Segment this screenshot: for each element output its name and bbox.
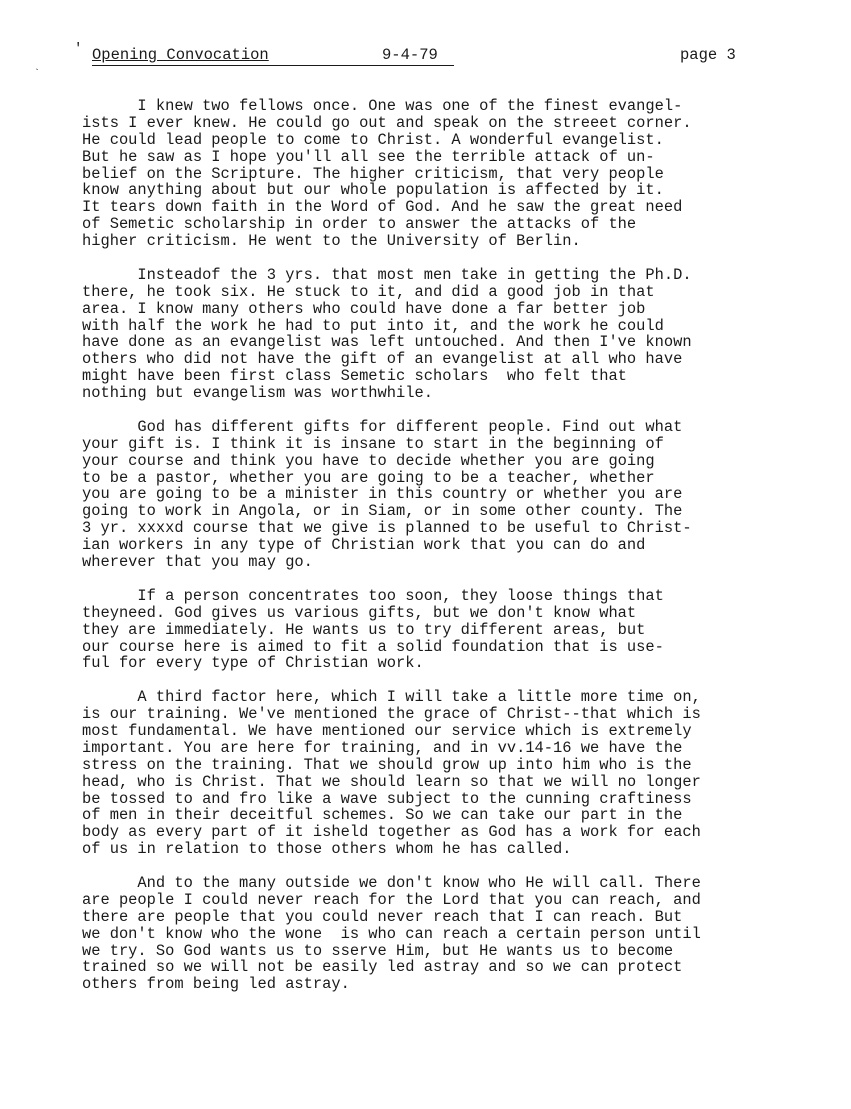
paragraph — [82, 98, 782, 250]
text-line: others from being led astray. — [82, 975, 350, 994]
header-rule — [92, 65, 454, 66]
text-line: have done as an evangelist was left untouched. And then I've known — [82, 333, 692, 352]
text-line: important. You are here for training, and in vv.14-16 we have the — [82, 738, 683, 757]
text-line: with half the work he had to put into it, and the work he could — [82, 316, 664, 335]
page-number: page 3 — [680, 46, 736, 64]
text-line: ful for every type of Christian work. — [82, 654, 424, 673]
text-line: He could lead people to come to Christ. A wonderful evangelist. — [82, 130, 664, 149]
text-line: of us in relation to those others whom he has called. — [82, 840, 572, 859]
text-line: wherever that you may go. — [82, 553, 313, 572]
text-line: If a person concentrates too soon, they loose things that — [82, 586, 664, 605]
text-line: nothing but evangelism was worthwhile. — [82, 384, 433, 403]
text-line: God has different gifts for different people. Find out what — [82, 417, 683, 436]
text-line: others who did not have the gift of an evangelist at all who have — [82, 350, 683, 369]
text-line: Insteadof the 3 yrs. that most men take in getting the Ph.D. — [82, 265, 692, 284]
text-line: stress on the training. That we should grow up into him who is the — [82, 755, 692, 774]
text-line: to be a pastor, whether you are going to be a teacher, whether — [82, 468, 655, 487]
paragraph — [82, 267, 782, 402]
text-line: body as every part of it isheld together as God has a work for each — [82, 823, 701, 842]
text-line: we don't know who the wone is who can reach a certain person until — [82, 924, 701, 943]
text-line: A third factor here, which I will take a little more time on, — [82, 688, 701, 707]
text-line: know anything about but our whole population is affected by it. — [82, 181, 664, 200]
text-line: belief on the Scripture. The higher criticism, that very people — [82, 164, 664, 183]
header-title: Opening Convocation — [92, 46, 269, 64]
text-line: we try. So God wants us to sserve Him, but He wants us to become — [82, 941, 674, 960]
text-line: theyneed. God gives us various gifts, but we don't know what — [82, 603, 637, 622]
margin-mark: ` — [34, 69, 41, 80]
text-line: are people I could never reach for the Lord that you can reach, and — [82, 890, 701, 909]
paragraph — [82, 875, 782, 993]
text-line: trained so we will not be easily led astray and so we can protect — [82, 958, 683, 977]
paragraph — [82, 588, 782, 672]
text-line: your course and think you have to decide whether you are going — [82, 451, 655, 470]
paragraph — [82, 419, 782, 571]
text-line: might have been first class Semetic scholars who felt that — [82, 367, 627, 386]
text-line: But he saw as I hope you'll all see the terrible attack of un- — [82, 147, 655, 166]
text-line: is our training. We've mentioned the grace of Christ--that which is — [82, 705, 701, 724]
page-header — [92, 46, 752, 68]
margin-mark: ' — [74, 41, 83, 57]
text-line: there are people that you could never reach that I can reach. But — [82, 907, 683, 926]
text-line: most fundamental. We have mentioned our service which is extremely — [82, 721, 692, 740]
text-line: there, he took six. He stuck to it, and did a good job in that — [82, 282, 655, 301]
text-line: your gift is. I think it is insane to start in the beginning of — [82, 434, 664, 453]
text-line: ists I ever knew. He could go out and speak on the streeet corner. — [82, 113, 692, 132]
text-line: And to the many outside we don't know who He will call. There — [82, 873, 701, 892]
text-line: head, who is Christ. That we should learn so that we will no longer — [82, 772, 701, 791]
text-line: going to work in Angola, or in Siam, or in some other county. The — [82, 502, 683, 521]
document-body — [82, 98, 782, 1010]
text-line: you are going to be a minister in this country or whether you are — [82, 485, 683, 504]
header-date: 9-4-79 — [382, 46, 438, 64]
text-line: of men in their deceitful schemes. So we can take our part in the — [82, 806, 683, 825]
text-line: It tears down faith in the Word of God. And he saw the great need — [82, 198, 683, 217]
text-line: our course here is aimed to fit a solid foundation that is use- — [82, 637, 664, 656]
text-line: I knew two fellows once. One was one of the finest evangel- — [82, 97, 683, 115]
text-line: be tossed to and fro like a wave subject to the cunning craftiness — [82, 789, 692, 808]
text-line: area. I know many others who could have done a far better job — [82, 299, 646, 318]
text-line: of Semetic scholarship in order to answer the attacks of the — [82, 215, 637, 234]
text-line: they are immediately. He wants us to try different areas, but — [82, 620, 646, 639]
text-line: 3 yr. xxxxd course that we give is planned to be useful to Christ- — [82, 519, 692, 538]
text-line: higher criticism. He went to the University of Berlin. — [82, 232, 581, 251]
text-line: ian workers in any type of Christian work that you can do and — [82, 536, 646, 555]
paragraph — [82, 689, 782, 858]
